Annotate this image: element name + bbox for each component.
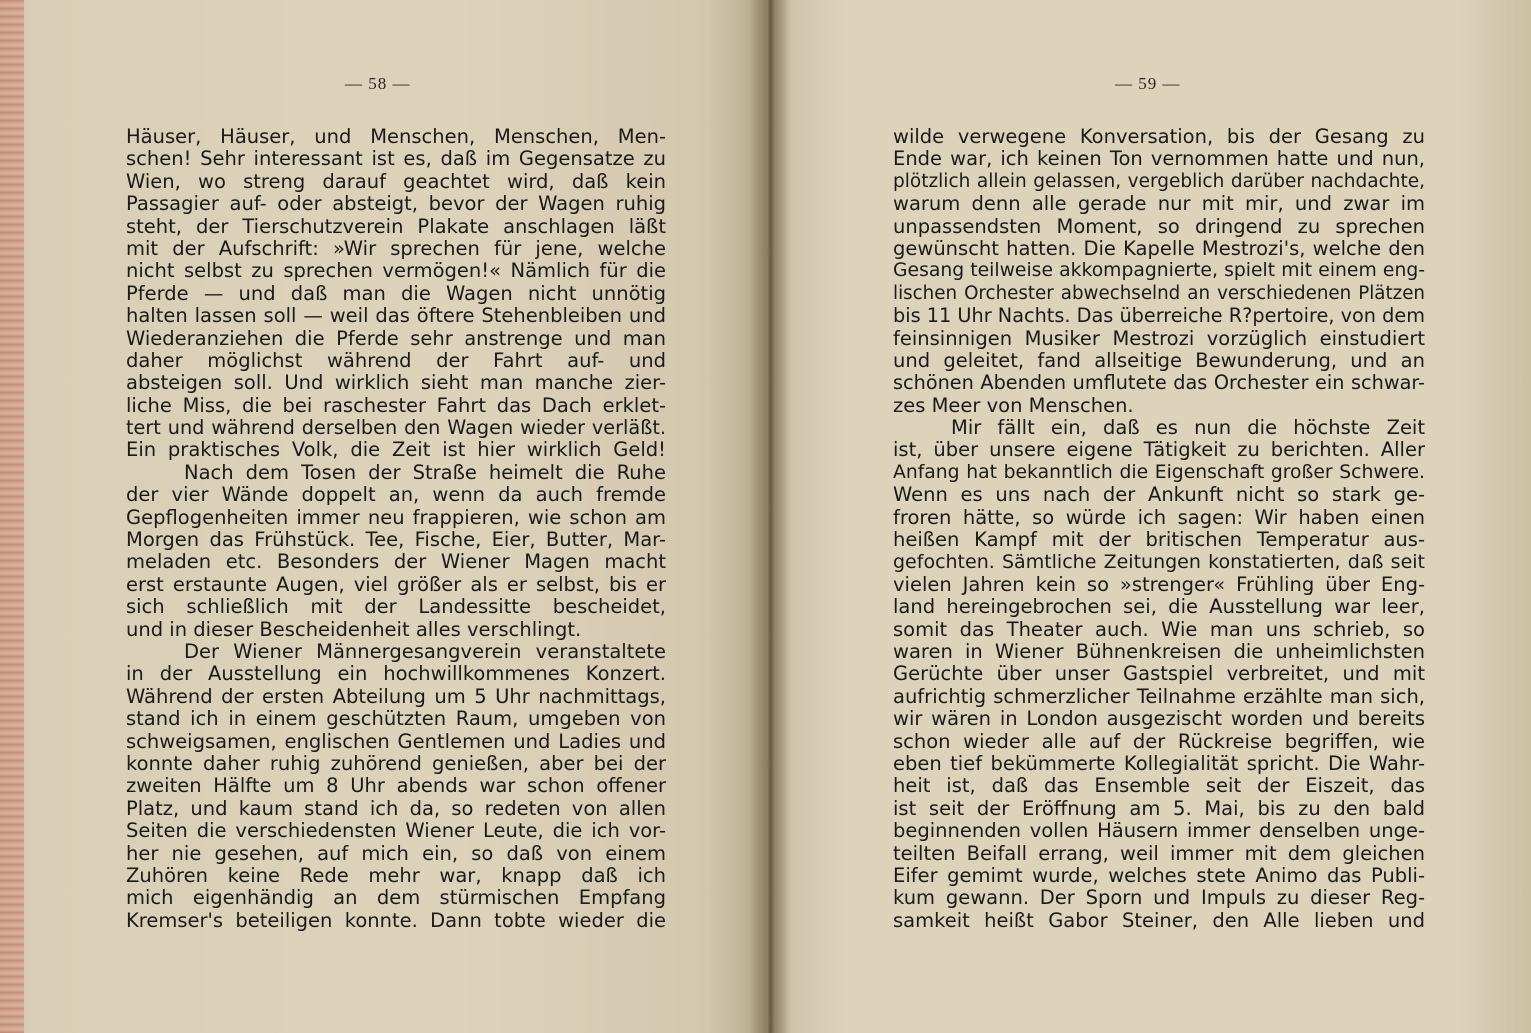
text-line: Wenn es uns nach der Ankunft nicht so stark ge-: [893, 483, 1425, 507]
text-line: plötzlich allein gelassen, vergeblich darüber nachdachte,: [893, 170, 1425, 192]
text-line: in der Ausstellung ein hochwillkommenes Konzert.: [126, 662, 666, 686]
text-line: heißen Kampf mit der britischen Temperatur aus-: [893, 528, 1425, 552]
text-line: Seiten die verschiedensten Wiener Leute, die ich vor-: [126, 819, 666, 843]
text-line: schönen Abenden umflutete das Orchester ein schwar-: [893, 371, 1425, 395]
text-line: Platz, und kaum stand ich da, so redeten von allen: [126, 796, 666, 820]
text-line: tert und während derselben den Wagen wieder verläßt.: [126, 416, 666, 440]
text-line: Nach dem Tosen der Straße heimelt die Ruhe: [184, 460, 666, 484]
text-line: lischen Orchester abwechselnd an verschiedenen Plätzen: [893, 282, 1425, 304]
text-line: eben tief bekümmerte Kollegialität spricht. Die Wahr-: [893, 751, 1425, 775]
text-line: froren hätte, so würde ich sagen: Wir haben einen: [893, 505, 1425, 529]
text-line: ist seit der Eröffnung am 5. Mai, bis zu den bald: [893, 796, 1425, 820]
text-line: wilde verwegene Konversation, bis der Gesang zu: [893, 125, 1425, 148]
text-line: Ende war, ich keinen Ton vernommen hatte und nun,: [893, 147, 1425, 171]
text-line: Zuhören keine Rede mehr war, knapp daß ich: [126, 863, 666, 887]
text-line: und in dieser Bescheidenheit alles verschlingt.: [126, 617, 582, 641]
text-line: Ein praktisches Volk, die Zeit ist hier wirklich Geld!: [126, 438, 666, 462]
text-line: Der Wiener Männergesangverein veranstaltete: [184, 639, 666, 663]
text-line: warum denn alle gerade nur mit mir, und zwar im: [893, 192, 1425, 216]
text-line: waren in Wiener Bühnenkreisen die unheimlichsten: [893, 639, 1425, 663]
text-line: Pferde — und daß man die Wagen nicht unnötig: [126, 281, 666, 305]
text-line: feinsinnigen Musiker Mestrozi vorzüglich einstudiert: [893, 326, 1425, 350]
text-line: mich eigenhändig an dem stürmischen Empfang: [126, 886, 666, 910]
text-line: steht, der Tierschutzverein Plakate anschlagen läßt: [126, 214, 666, 238]
text-line: daher möglichst während der Fahrt auf- und: [126, 348, 666, 372]
text-line: bis 11 Uhr Nachts. Das überreiche R?pertoire, von dem: [893, 304, 1425, 328]
text-line: Gepflogenheiten immer neu frappieren, wie schon am: [126, 505, 666, 529]
text-line: gefochten. Sämtliche Zeitungen konstatierten, daß seit: [893, 551, 1425, 574]
text-line: und geleitet, fand allseitige Bewunderung, und an: [893, 348, 1425, 372]
text-line: Kremser's beteiligen konnte. Dann tobte wieder die: [126, 908, 666, 932]
text-line: mit der Aufschrift: »Wir sprechen für jene, welche: [126, 236, 666, 260]
text-line: Während der ersten Abteilung um 5 Uhr nachmittags,: [126, 684, 666, 708]
text-line: land hereingebrochen sei, die Ausstellung war leer,: [893, 595, 1425, 619]
text-line: Mir fällt ein, daß es nun die höchste Zeit: [951, 416, 1425, 440]
right-page: [768, 0, 1531, 1033]
text-line: meladen etc. Besonders der Wiener Magen macht: [126, 550, 666, 574]
book-gutter: [748, 0, 792, 1033]
text-line: Gerüchte über unser Gastspiel verbreitet, und mit: [893, 662, 1425, 686]
text-line: Eifer gemimt wurde, welches stete Animo das Publi-: [893, 863, 1425, 887]
text-line: zweiten Hälfte um 8 Uhr abends war schon offener: [126, 774, 666, 798]
text-line: Wien, wo streng darauf geachtet wird, daß kein: [126, 169, 666, 193]
text-line: vielen Jahren kein so »strenger« Frühling über Eng-: [893, 572, 1425, 596]
text-line: Morgen das Frühstück. Tee, Fische, Eier, Butter, Mar-: [126, 528, 666, 552]
text-line: schweigsamen, englischen Gentlemen und Ladies und: [126, 729, 666, 753]
text-line: teilten Beifall errang, weil immer mit dem gleichen: [893, 841, 1425, 865]
text-line: schon wieder alle auf der Rückreise begriffen, wie: [893, 729, 1425, 753]
text-line: liche Miss, die bei raschester Fahrt das Dach erklet-: [126, 393, 666, 417]
text-line: schen! Sehr interessant ist es, daß im Gegensatze zu: [126, 147, 666, 171]
text-line: Anfang hat bekanntlich die Eigenschaft großer Schwere.: [893, 461, 1425, 483]
page-edge: [0, 0, 24, 1033]
text-line: Häuser, Häuser, und Menschen, Menschen, Men-: [126, 125, 666, 148]
text-line: ist, über unsere eigene Tätigkeit zu berichten. Aller: [893, 438, 1425, 462]
text-line: halten lassen soll — weil das öftere Stehenbleiben und: [126, 304, 666, 328]
right-page-body: [893, 126, 1425, 932]
text-line: Gesang teilweise akkompagnierte, spielt mit einem eng-: [893, 260, 1425, 282]
left-page-body: [126, 126, 666, 932]
text-line: somit das Theater auch. Wie man uns schrieb, so: [893, 617, 1425, 641]
text-line: absteigen soll. Und wirklich sieht man manche zier-: [126, 371, 666, 395]
text-line: sich schließlich mit der Landessitte bescheidet,: [126, 595, 666, 619]
page-number-right: — 59 —: [1115, 74, 1181, 93]
text-line: gewünscht hatten. Die Kapelle Mestrozi's, welche den: [893, 236, 1425, 260]
text-line: Passagier auf- oder absteigt, bevor der Wagen ruhig: [126, 192, 666, 216]
text-line: konnte daher ruhig zuhörend genießen, aber bei der: [126, 751, 666, 775]
text-line: wir wären in London ausgezischt worden und bereits: [893, 707, 1425, 731]
text-line: kum gewann. Der Sporn und Impuls zu dieser Reg-: [893, 886, 1425, 910]
text-line: nicht selbst zu sprechen vermögen!« Nämlich für die: [126, 259, 666, 283]
text-line: der vier Wände doppelt an, wenn da auch fremde: [126, 483, 666, 507]
text-line: beginnenden vollen Häusern immer denselben unge-: [893, 819, 1425, 843]
text-line: unpassendsten Moment, so dringend zu sprechen: [893, 214, 1425, 238]
text-line: aufrichtig schmerzlicher Teilnahme erzählte man sich,: [893, 684, 1425, 708]
text-line: samkeit heißt Gabor Steiner, den Alle lieben und: [893, 908, 1425, 932]
text-line: heit ist, daß das Ensemble seit der Eiszeit, das: [893, 774, 1425, 798]
text-line: erst erstaunte Augen, viel größer als er selbst, bis er: [126, 572, 666, 596]
text-line: stand ich in einem geschützten Raum, umgeben von: [126, 707, 666, 731]
text-line: zes Meer von Menschen.: [893, 393, 1134, 417]
text-line: Wiederanziehen die Pferde sehr anstrenge und man: [126, 326, 666, 350]
text-line: her nie gesehen, auf mich ein, so daß von einem: [126, 841, 666, 865]
page-number-left: — 58 —: [345, 74, 411, 93]
